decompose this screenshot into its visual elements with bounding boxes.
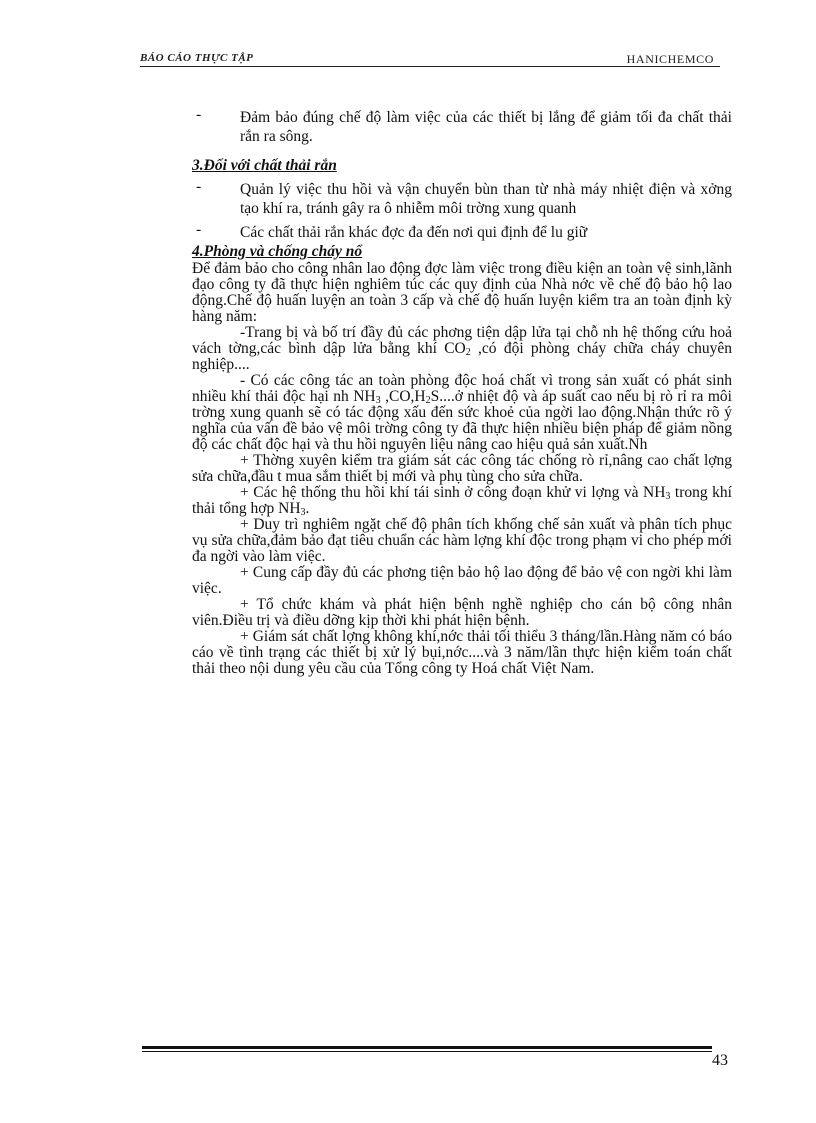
bullet-dash: - <box>196 221 202 238</box>
page-header <box>140 52 720 74</box>
header-rule <box>140 66 720 67</box>
paragraph-settling-equipment: - Đảm bảo đúng chế độ làm việc của các thiết bị lắng để giảm tối đa chất thải rắn ra sông. <box>196 106 732 145</box>
paragraph-gas-recovery: + Các hệ thống thu hồi khí tái sinh ở công đoạn khử vi lợng và $NH_3$ trong khí thải tổng hợp $NH_3$. <box>192 484 732 518</box>
page-footer <box>142 1046 712 1052</box>
header-company-name: HANICHEMCO <box>626 52 714 66</box>
paragraph-fire-equipment: -Trang bị và bố trí đầy đủ các phơng tiện dập lửa tại chỗ nh hệ thống cứu hoả vách tờng,các bình dập lửa bằng khí $CO_2$ ,có đội phòng cháy chữa cháy chuyên nghiệp.... <box>192 324 732 373</box>
paragraph-toxic-chemicals: - Có các công tác an toàn phòng độc hoá chất vì trong sản xuất có phát sinh nhiều khí thải độc hại nh $NH_3$ $,CO,H_2S....ở$ nhiệt độ và áp suất cao nếu bị rò rỉ ra môi trờng xung quanh sẽ có tác động xấu đến sức khoẻ của ngời lao động.Nhận thức rõ ý nghĩa của vấn đề bảo vệ môi trờng công ty đã thực hiện nhiều biện pháp để giảm nồng độ các chất độc hại và thu hồi nguyên liệu nâng cao hiệu quả sản xuất.Nh <box>192 372 732 453</box>
footer-rule-thin <box>142 1051 712 1052</box>
paragraph-labour-safety: Để đảm bảo cho công nhân lao động đợc làm việc trong điều kiện an toàn vệ sinh,lãnh đạo công ty đã thực hiện nghiêm túc các quy định của Nhà nớc về chế độ bảo hộ lao động.Chế độ huấn luyện an toàn 3 cấp và chế độ huấn luyện kiểm tra an toàn định kỳ hàng năm: <box>192 260 732 325</box>
section-heading-solid-waste: 3.Đối với chất thải rắn <box>192 157 337 174</box>
paragraph-production-analysis: + Duy trì nghiêm ngặt chế độ phân tích khống chế sản xuất và phân tích phục vụ sửa chữa,đảm bảo đạt tiêu chuẩn các hàm lợng khí độc trong phạm vi cho phép mới đa ngời vào làm việc. <box>192 516 732 565</box>
body-text <box>192 108 732 677</box>
bullet-dash: - <box>196 178 202 195</box>
paragraph-leak-inspection: + Thờng xuyên kiểm tra giám sát các công tác chống rò rỉ,nâng cao chất lợng sửa chữa,đầu t mua sắm thiết bị mới và phụ tùng cho sửa chữa. <box>192 452 732 485</box>
bullet-dash: - <box>196 106 202 123</box>
paragraph-coal-sludge: - Quản lý việc thu hồi và vận chuyển bùn than từ nhà máy nhiệt điện và xởng tạo khí ra, tránh gây ra ô nhiễm môi trờng xung quanh <box>196 178 732 217</box>
paragraph-health-checks: + Tổ chức khám và phát hiện bệnh nghề nghiệp cho cán bộ công nhân viên.Điều trị và điều dỡng kịp thời khi phát hiện bệnh. <box>192 596 732 629</box>
footer-rule-thick <box>142 1046 712 1049</box>
paragraph-quality-monitoring: + Giám sát chất lợng không khí,nớc thải tối thiểu 3 tháng/lần.Hàng năm có báo cáo về tình trạng các thiết bị xử lý bụi,nớc....và 3 năm/lần thực hiện kiểm toán chất thải theo nội dung yêu cầu của Tổng công ty Hoá chất Việt Nam. <box>192 628 732 677</box>
paragraph-other-solid-waste: - Các chất thải rắn khác đợc đa đến nơi qui định để lu giữ <box>196 221 588 241</box>
page-number: 43 <box>712 1052 728 1069</box>
paragraph-protective-equipment: + Cung cấp đầy đủ các phơng tiện bảo hộ lao động để bảo vệ con ngời khi làm việc. <box>192 564 732 597</box>
section-heading-fire-prevention: 4.Phòng và chống cháy nổ <box>192 243 363 260</box>
header-report-title: BÁO CÁO THỰC TẬP <box>140 52 254 64</box>
